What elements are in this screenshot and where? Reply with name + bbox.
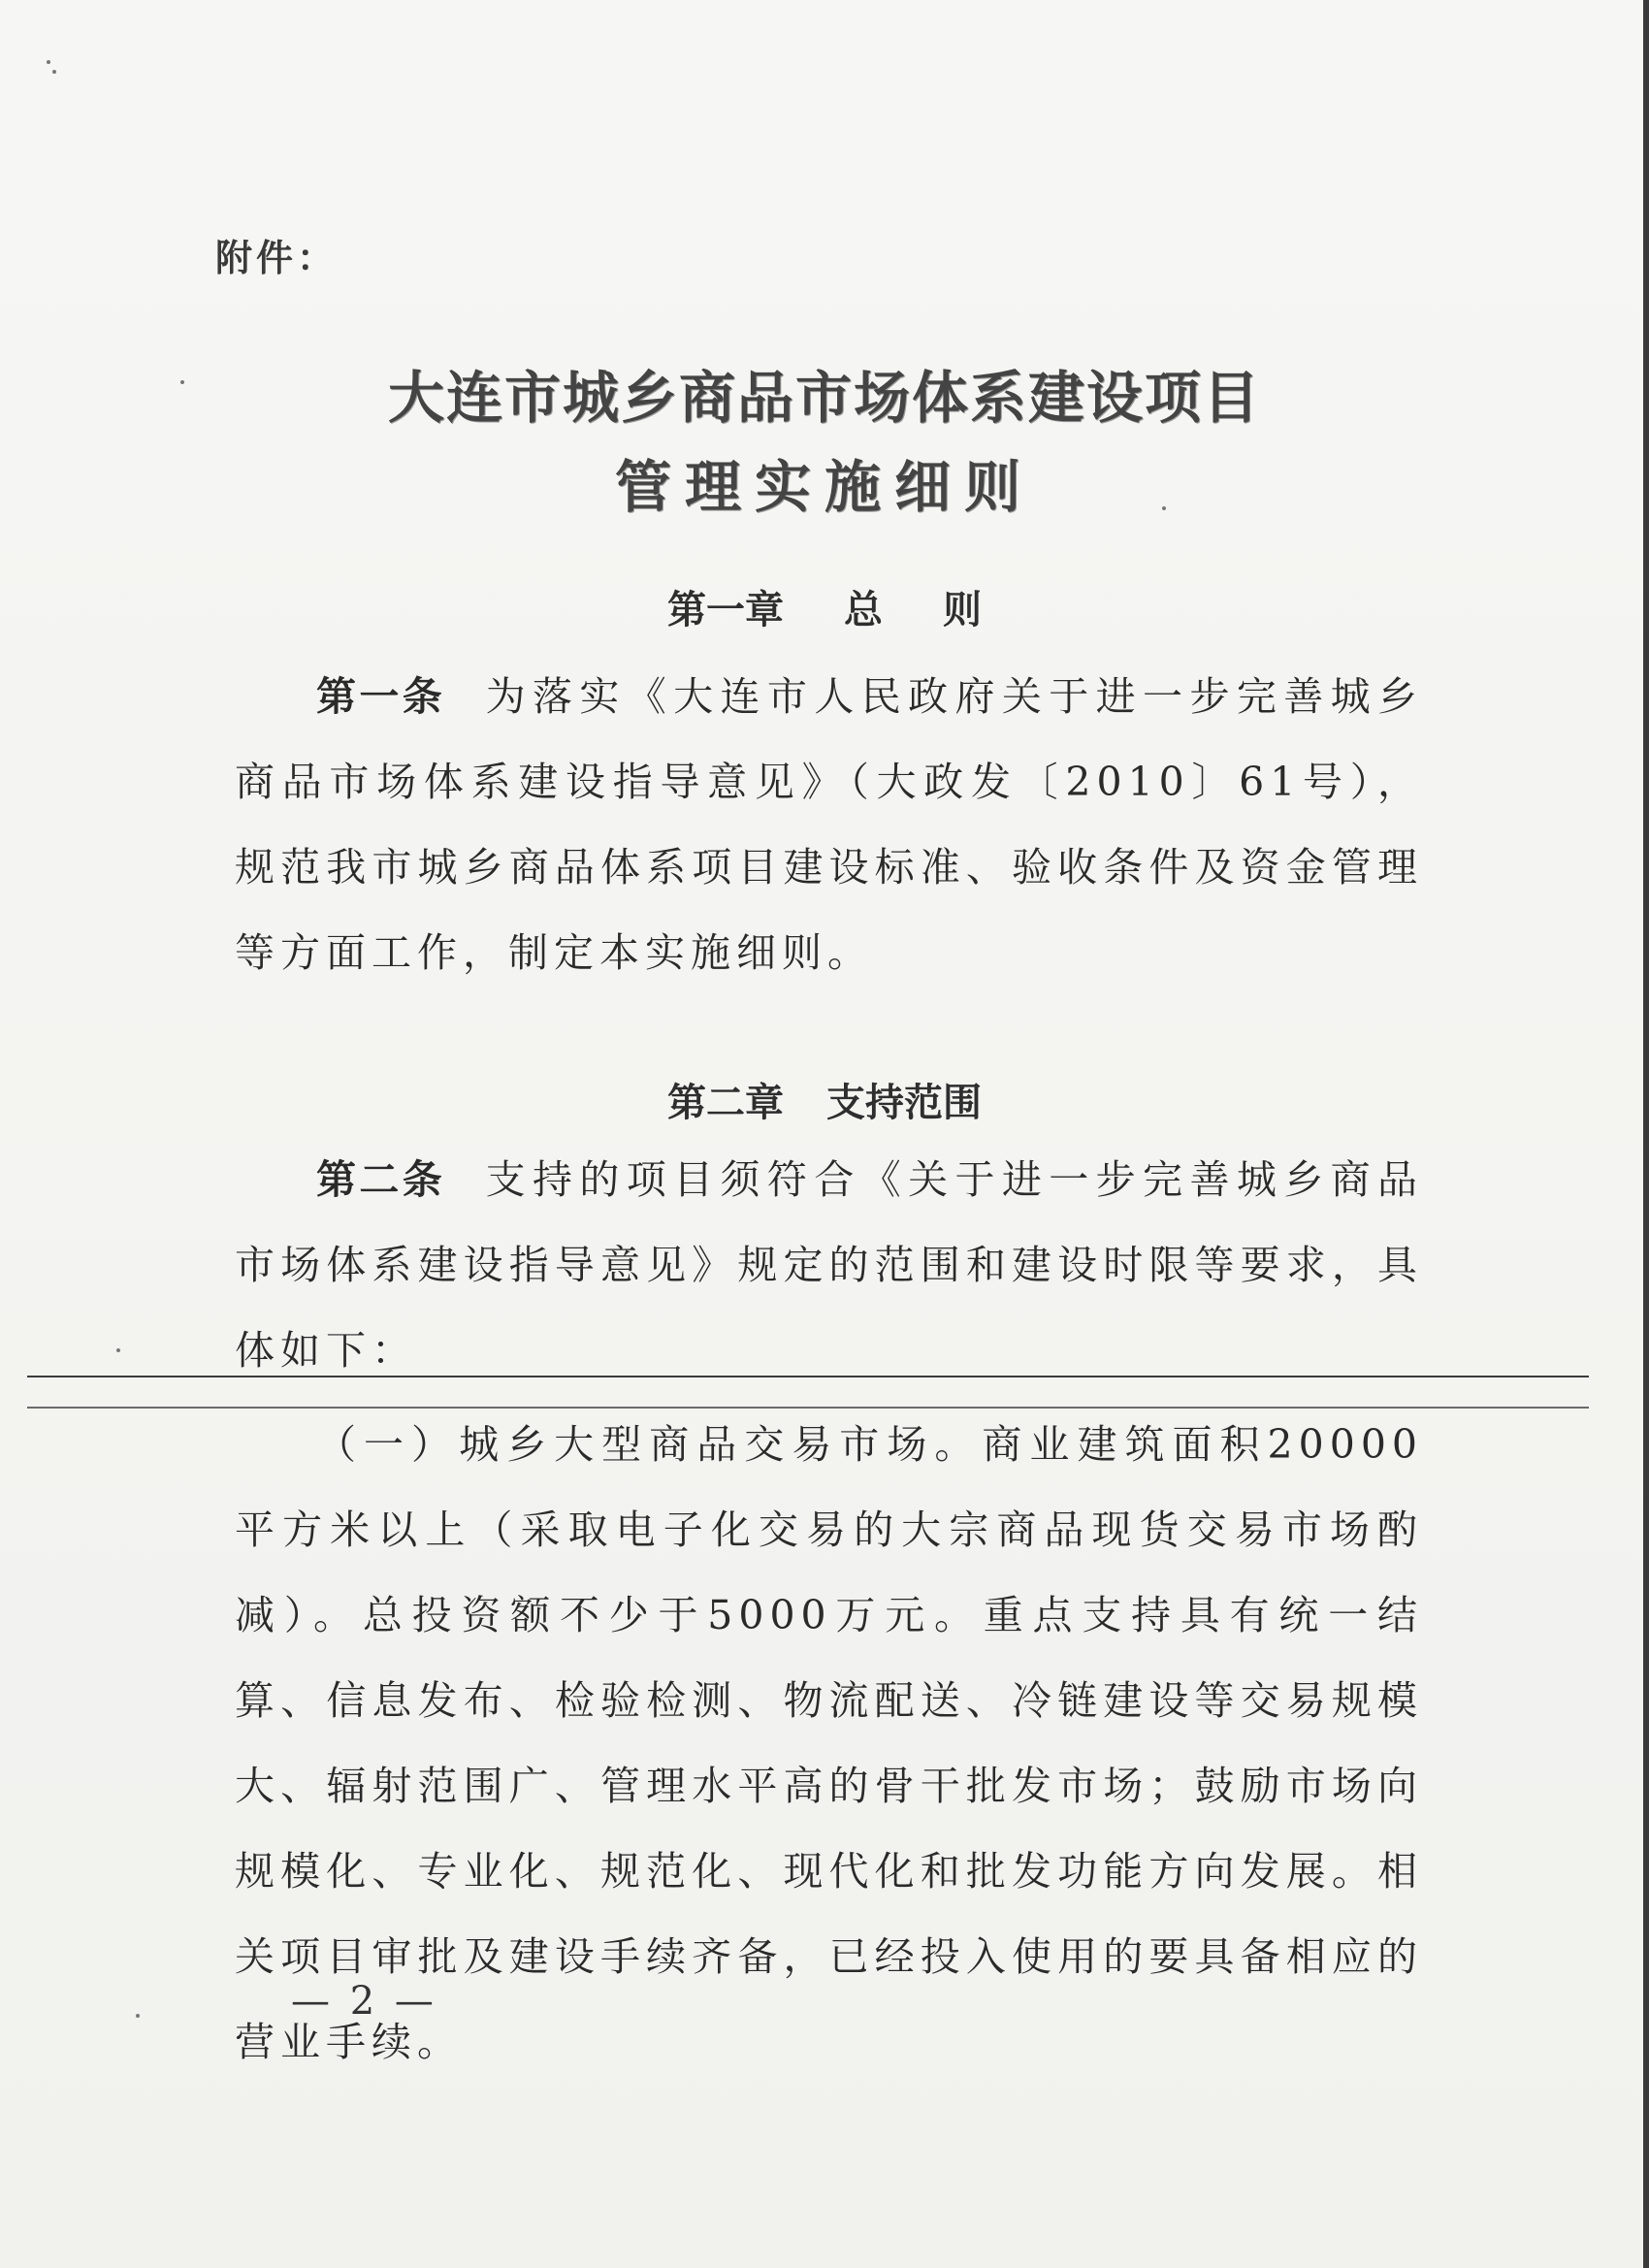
chapter-1-heading <box>0 579 1649 634</box>
article-2-text: 支持的项目须符合《关于进一步完善城乡商品市场体系建设指导意见》规定的范围和建设时限等要求，具体如下： <box>235 1156 1424 1374</box>
scan-line-top <box>27 1376 1589 1377</box>
article-1 <box>235 654 1423 995</box>
chapter-2-name: 支持范围 <box>826 1081 982 1125</box>
chapter-2-number: 第二章 <box>667 1081 784 1125</box>
document-title-line1: 大连市城乡商品市场体系建设项目 <box>387 365 1261 431</box>
scan-edge <box>1643 0 1649 2268</box>
article-2-label: 第二条 <box>316 1156 446 1203</box>
article-1-text: 为落实《大连市人民政府关于进一步完善城乡商品市场体系建设指导意见》（大政发〔2010〕61号），规范我市城乡商品体系项目建设标准、验收条件及资金管理等方面工作，制定本实施细则。 <box>235 673 1424 976</box>
attachment-label: 附件： <box>215 237 339 279</box>
article-2 <box>235 1137 1423 1393</box>
chapter-2-heading <box>0 1072 1649 1127</box>
chapter-1-name-b: 则 <box>943 588 982 632</box>
article-1-label: 第一条 <box>316 673 446 720</box>
chapter-1-number: 第一章 <box>667 588 784 632</box>
document-title-line2: 管理实施细则 <box>614 454 1034 520</box>
page-number: — 2 — <box>291 1979 437 2024</box>
chapter-1-name-a: 总 <box>844 588 883 632</box>
item-1-text: （一）城乡大型商品交易市场。商业建筑面积20000平方米以上（采取电子化交易的大宗商品现货交易市场酌减）。总投资额不少于5000万元。重点支持具有统一结算、信息发布、检验检测、物流配送、冷链建设等交易规模大、辐射范围广、管理水平高的骨干批发市场；鼓励市场向规模化、专业化、规范化、现代化和批发功能方向发展。相关项目审批及建设手续齐备，已经投入使用的要具备相应的营业手续。 <box>235 1421 1423 2065</box>
